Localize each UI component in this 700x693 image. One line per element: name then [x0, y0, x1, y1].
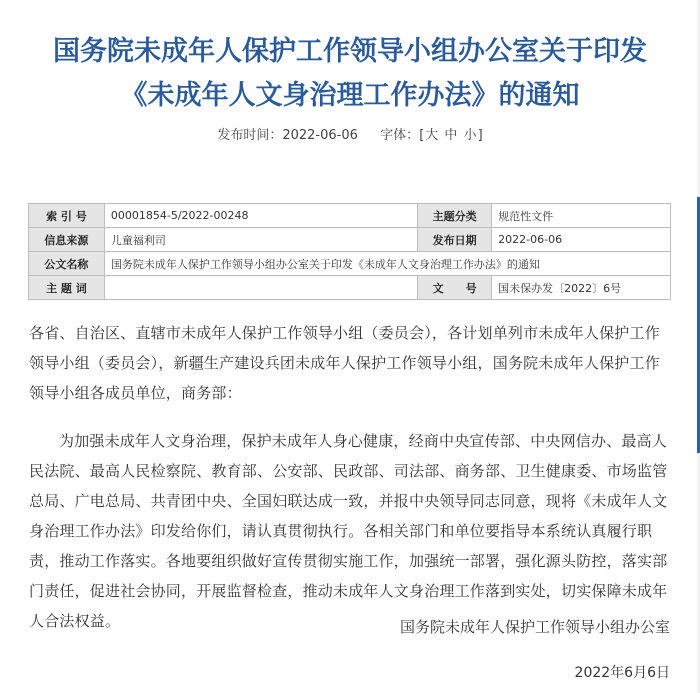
doc-no-value: 国未保办发〔2022〕6号 — [492, 276, 671, 300]
category-value: 规范性文件 — [492, 204, 671, 228]
page-title — [0, 30, 700, 118]
font-size-label: 字体： — [380, 128, 420, 143]
doc-name-value: 国务院未成年人保护工作领导小组办公室关于印发《未成年人文身治理工作办法》的通知 — [104, 252, 670, 276]
date-value: 2022-06-06 — [492, 228, 671, 252]
table-row — [29, 276, 671, 300]
source-value: 儿童福利司 — [104, 228, 417, 252]
sign-date: 2022年6月6日 — [574, 665, 670, 681]
title-line-1: 国务院未成年人保护工作领导小组办公室关于印发 — [53, 36, 647, 67]
index-label: 索 引 号 — [29, 204, 105, 228]
date-label: 发布日期 — [418, 228, 492, 252]
category-label: 主题分类 — [418, 204, 492, 228]
index-value: 00001854-5/2022-00248 — [104, 204, 417, 228]
signature: 国务院未成年人保护工作领导小组办公室 — [399, 618, 670, 636]
salutation: 各省、自治区、直辖市未成年人保护工作领导小组（委员会），各计划单列市未成年人保护工作领导小组（委员会），新疆生产建设兵团未成年人保护工作领导小组，国务院未成年人保护工作领导小组各成员单位，商务部： — [29, 324, 660, 402]
table-row — [29, 228, 671, 252]
source-label: 信息来源 — [29, 228, 105, 252]
doc-no-label: 文 号 — [418, 276, 492, 300]
keywords-value — [104, 276, 417, 300]
table-row — [29, 204, 671, 228]
doc-name-label: 公文名称 — [29, 252, 105, 276]
font-size-medium[interactable]: 中 — [444, 128, 458, 143]
document-info-table — [28, 203, 671, 300]
publish-date: 2022-06-06 — [282, 128, 358, 143]
body-paragraph: 为加强未成年人文身治理，保护未成年人身心健康，经商中央宣传部、中央网信办、最高人民法院、最高人民检察院、教育部、公安部、民政部、司法部、商务部、卫生健康委、市场监管总局、广电总局、共青团中央、全国妇联达成一致，并报中央领导同志同意，现将《未成年人文身治理工作办法》印发给你们，请认真贯彻执行。各相关部门和单位要指导本系统认真履行职责，推动工作落实。各地要组织做好宣传贯彻实施工作，加强统一部署，强化源头防控，落实部门责任，促进社会协同，开展监督检查，推动未成年人文身治理工作落到实处，切实保障未成年人合法权益。 — [29, 432, 668, 630]
font-size-large[interactable]: 大 — [425, 128, 439, 143]
publish-label: 发布时间： — [217, 128, 283, 143]
title-line-2: 《未成年人文身治理工作办法》的通知 — [120, 80, 580, 111]
table-row — [29, 252, 671, 276]
keywords-label: 主 题 词 — [29, 276, 105, 300]
font-size-small[interactable]: 小 — [463, 128, 477, 143]
publish-meta: 发布时间：2022-06-06 字体：[大 中 小] — [217, 128, 483, 143]
